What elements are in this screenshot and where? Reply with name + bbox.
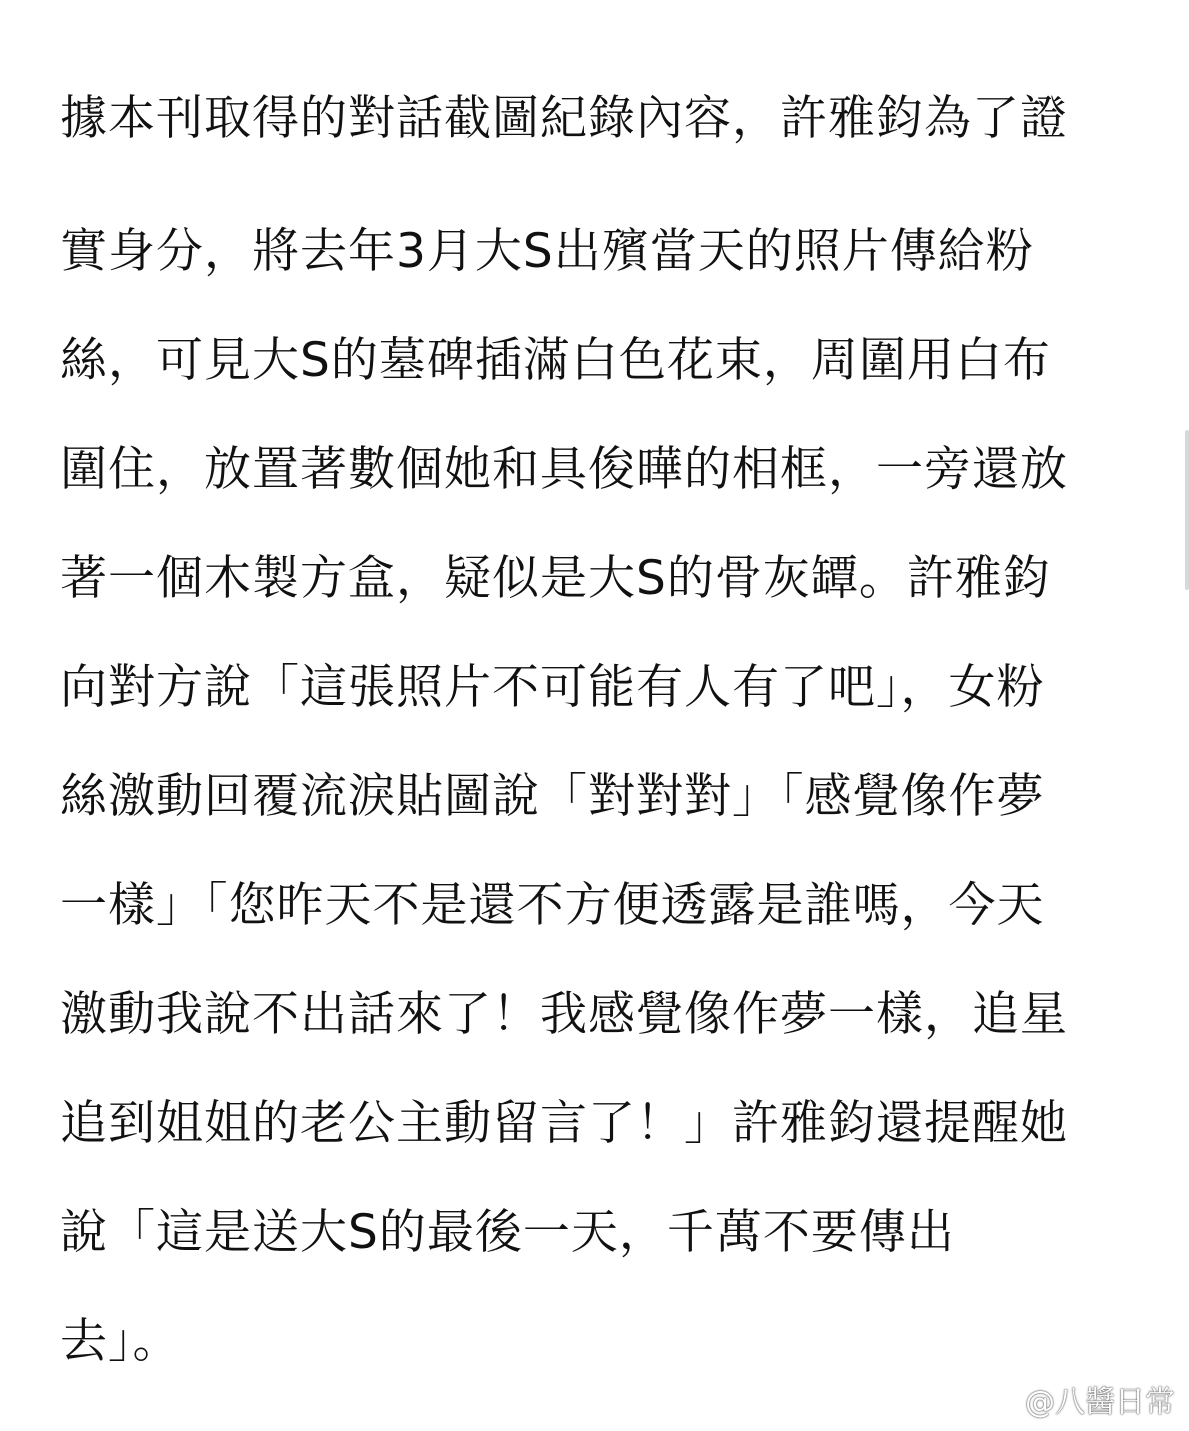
watermark xyxy=(981,1377,1175,1421)
scrollbar-edge[interactable] xyxy=(1185,430,1189,590)
article-line-1: 據本刊取得的對話截圖紀錄內容，許雅鈞為了證 xyxy=(60,91,1068,146)
article-line-11: 說「這是送大S的最後一天，千萬不要傳出 xyxy=(60,1205,955,1260)
watermark-text: @八醬日常 xyxy=(1025,1385,1175,1420)
article-line-3: 絲，可見大S的墓碑插滿白色花束，周圍用白布 xyxy=(60,333,1051,388)
article-line-12: 去」。 xyxy=(60,1314,181,1369)
article-line-7: 絲激動回覆流淚貼圖說「對對對」「感覺像作夢 xyxy=(60,769,1045,824)
weibo-logo-icon xyxy=(981,1382,1021,1416)
article-line-2: 實身分，將去年3月大S出殯當天的照片傳給粉 xyxy=(60,224,1034,279)
article-line-9: 激動我說不出話來了！我感覺像作夢一樣，追星 xyxy=(60,987,1068,1042)
article-line-10: 追到姐姐的老公主動留言了！」許雅鈞還提醒她 xyxy=(60,1096,1068,1151)
article-line-6: 向對方說「這張照片不可能有人有了吧」，女粉 xyxy=(60,660,1045,715)
article-body xyxy=(60,88,1160,1396)
article-line-8: 一樣」「您昨天不是還不方便透露是誰嗎，今天 xyxy=(60,878,1045,933)
article-line-4: 圍住，放置著數個她和具俊曄的相框，一旁還放 xyxy=(60,442,1068,497)
article-line-5: 著一個木製方盒，疑似是大S的骨灰罈。許雅鈞 xyxy=(60,551,1051,606)
